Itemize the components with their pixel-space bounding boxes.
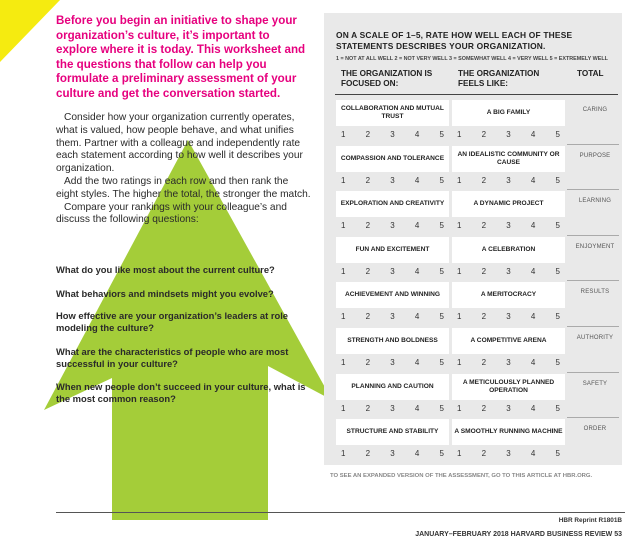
rating-option[interactable]: 4 (530, 267, 536, 276)
rating-option[interactable]: 2 (365, 312, 371, 321)
rating-option[interactable]: 4 (414, 176, 420, 185)
rating-scale (336, 265, 449, 278)
total-style-label: LEARNING (578, 198, 612, 204)
statement-text: FUN AND EXCITEMENT (336, 237, 449, 263)
rating-option[interactable]: 3 (506, 449, 511, 458)
rating-option[interactable]: 2 (481, 358, 487, 367)
statement-focused (336, 419, 449, 462)
instructions (56, 112, 312, 227)
rating-option[interactable]: 5 (439, 176, 444, 185)
rating-option[interactable]: 5 (439, 130, 444, 139)
rating-option[interactable]: 1 (341, 358, 346, 367)
scale-legend: 1 = NOT AT ALL WELL 2 = NOT VERY WELL 3 = SOMEWHAT WELL 4 = VERY WELL 5 = EXTREMELY WELL (336, 56, 608, 62)
rating-option[interactable]: 3 (506, 312, 511, 321)
total-divider (567, 280, 619, 281)
statement-text: A MERITOCRACY (452, 282, 565, 308)
column-divider (450, 374, 451, 400)
statement-text: A COMPETITIVE ARENA (452, 328, 565, 354)
rating-option[interactable]: 3 (506, 404, 511, 413)
footer-divider (56, 512, 625, 513)
rating-option[interactable]: 4 (530, 176, 536, 185)
discussion-question: When new people don’t succeed in your culture, what is the most common reason? (56, 381, 306, 404)
statement-focused (336, 328, 449, 371)
discussion-question: What are the characteristics of people who are most successful in your culture? (56, 346, 289, 369)
rating-option[interactable]: 3 (390, 312, 395, 321)
discussion-question: What behaviors and mindsets might you evolve? (56, 288, 274, 299)
rating-option[interactable]: 5 (439, 404, 444, 413)
rating-option[interactable]: 4 (530, 312, 536, 321)
header-divider (335, 94, 618, 95)
statement-focused (336, 282, 449, 325)
rating-option[interactable]: 2 (365, 358, 371, 367)
rating-option[interactable]: 2 (481, 449, 487, 458)
rating-option[interactable]: 4 (530, 130, 536, 139)
discussion-question: What do you like most about the current culture? (56, 264, 275, 275)
rating-scale (336, 128, 449, 141)
rating-option[interactable]: 5 (555, 130, 560, 139)
rating-option[interactable]: 5 (555, 176, 560, 185)
rating-option[interactable]: 1 (457, 358, 462, 367)
rating-option[interactable]: 1 (341, 312, 346, 321)
rating-option[interactable]: 3 (390, 449, 395, 458)
statement-feels (452, 328, 565, 371)
rating-scale (452, 356, 565, 369)
rating-option[interactable]: 2 (365, 221, 371, 230)
rating-option[interactable]: 4 (414, 312, 420, 321)
rating-option[interactable]: 1 (341, 130, 346, 139)
statement-text: AN IDEALISTIC COMMUNITY OR CAUSE (452, 146, 565, 172)
rating-option[interactable]: 5 (439, 267, 444, 276)
rating-option[interactable]: 1 (341, 404, 346, 413)
reprint-number: HBR Reprint R1801B (558, 517, 622, 524)
instruction-paragraph: Consider how your organization currently operates, what is valued, how people behave, and what unifies them. Partner with a colleague and independently rate each statement according to how well it describes your organization. (56, 112, 303, 175)
rating-option[interactable]: 2 (481, 130, 487, 139)
rating-option[interactable]: 1 (457, 130, 462, 139)
rating-option[interactable]: 4 (530, 404, 536, 413)
rating-scale (452, 447, 565, 460)
statement-text: COMPASSION AND TOLERANCE (336, 146, 449, 172)
statement-focused (336, 100, 449, 143)
rating-option[interactable]: 2 (365, 404, 371, 413)
total-style-label: AUTHORITY (576, 335, 614, 341)
rating-option[interactable]: 3 (506, 267, 511, 276)
rating-option[interactable]: 5 (439, 221, 444, 230)
rating-option[interactable]: 4 (414, 358, 420, 367)
total-divider (567, 326, 619, 327)
rating-option[interactable]: 1 (341, 221, 346, 230)
rating-option[interactable]: 5 (555, 404, 560, 413)
rating-option[interactable]: 3 (390, 267, 395, 276)
rating-option[interactable]: 5 (555, 312, 560, 321)
instruction-paragraph: Add the two ratings in each row and then rank the eight styles. The higher the total, the stronger the match. (56, 175, 311, 200)
rating-scale (336, 310, 449, 323)
rating-option[interactable]: 4 (530, 449, 536, 458)
rating-option[interactable]: 1 (457, 449, 462, 458)
rating-option[interactable]: 4 (414, 130, 420, 139)
rating-option[interactable]: 4 (414, 221, 420, 230)
rating-option[interactable]: 5 (555, 449, 560, 458)
footnote: TO SEE AN EXPANDED VERSION OF THE ASSESSMENT, GO TO THIS ARTICLE AT HBR.ORG. (330, 473, 593, 479)
column-divider (450, 328, 451, 354)
column-header-focused: THE ORGANIZATION IS FOCUSED ON: (341, 69, 433, 88)
total-divider (567, 417, 619, 418)
column-divider (450, 100, 451, 126)
statement-text: ACHIEVEMENT AND WINNING (336, 282, 449, 308)
total-style-label: ENJOYMENT (575, 244, 615, 250)
rating-option[interactable]: 5 (439, 358, 444, 367)
statement-focused (336, 146, 449, 189)
rating-option[interactable]: 5 (555, 267, 560, 276)
rating-option[interactable]: 1 (457, 404, 462, 413)
statement-feels (452, 419, 565, 462)
rating-option[interactable]: 2 (365, 176, 371, 185)
total-style-label: PURPOSE (579, 153, 611, 159)
rating-option[interactable]: 5 (555, 221, 560, 230)
statement-text: COLLABORATION AND MUTUAL TRUST (336, 100, 449, 126)
statement-text: STRUCTURE AND STABILITY (336, 419, 449, 445)
rating-option[interactable]: 2 (481, 176, 487, 185)
column-divider (450, 237, 451, 263)
rating-scale (336, 356, 449, 369)
rating-option[interactable]: 4 (414, 267, 420, 276)
issue-line: JANUARY–FEBRUARY 2018 HARVARD BUSINESS REVIEW 53 (415, 531, 622, 538)
rating-option[interactable]: 2 (481, 312, 487, 321)
total-style-label: CARING (582, 107, 608, 113)
rating-scale (336, 174, 449, 187)
total-divider (567, 372, 619, 373)
rating-scale (452, 402, 565, 415)
rating-scale (452, 219, 565, 232)
statement-text: PLANNING AND CAUTION (336, 374, 449, 400)
rating-option[interactable]: 3 (506, 221, 511, 230)
rating-option[interactable]: 4 (414, 404, 420, 413)
rating-option[interactable]: 3 (506, 176, 511, 185)
rating-scale (336, 447, 449, 460)
rating-scale (336, 402, 449, 415)
statement-text: STRENGTH AND BOLDNESS (336, 328, 449, 354)
statement-focused (336, 191, 449, 234)
rating-option[interactable]: 3 (390, 358, 395, 367)
statement-text: A BIG FAMILY (452, 100, 565, 126)
total-style-label: RESULTS (580, 289, 610, 295)
column-divider (450, 282, 451, 308)
statement-text: EXPLORATION AND CREATIVITY (336, 191, 449, 217)
rating-option[interactable]: 3 (390, 176, 395, 185)
rating-scale (452, 128, 565, 141)
column-divider (450, 146, 451, 172)
rating-option[interactable]: 5 (439, 312, 444, 321)
rating-option[interactable]: 3 (390, 130, 395, 139)
rating-option[interactable]: 1 (341, 267, 346, 276)
statement-text: A DYNAMIC PROJECT (452, 191, 565, 217)
rating-option[interactable]: 5 (555, 358, 560, 367)
instruction-paragraph: Compare your rankings with your colleague’s and discuss the following questions: (56, 201, 287, 226)
rating-option[interactable]: 1 (341, 449, 346, 458)
rating-option[interactable]: 5 (439, 449, 444, 458)
statement-text: A SMOOTHLY RUNNING MACHINE (452, 419, 565, 445)
discussion-question: How effective are your organization’s leaders at role modeling the culture? (56, 310, 289, 333)
rating-option[interactable]: 2 (481, 267, 487, 276)
intro-text: Before you begin an initiative to shape your organization’s culture, it’s important to explore where it is today. This worksheet and the questions that follow can help you formulate a preliminary assessment of your culture and get the conversation started. (56, 14, 306, 100)
rating-option[interactable]: 1 (457, 312, 462, 321)
statement-feels (452, 100, 565, 143)
rating-scale (452, 265, 565, 278)
total-style-label: ORDER (583, 426, 607, 432)
rating-scale (452, 174, 565, 187)
rating-option[interactable]: 2 (365, 449, 371, 458)
statement-feels (452, 191, 565, 234)
statement-focused (336, 374, 449, 417)
total-divider (567, 144, 619, 145)
rating-option[interactable]: 3 (390, 404, 395, 413)
rating-option[interactable]: 2 (481, 404, 487, 413)
column-divider (450, 419, 451, 445)
rating-option[interactable]: 1 (341, 176, 346, 185)
rating-option[interactable]: 3 (506, 130, 511, 139)
statement-feels (452, 146, 565, 189)
column-header-feels: THE ORGANIZATION FEELS LIKE: (458, 69, 540, 88)
total-divider (567, 235, 619, 236)
rating-option[interactable]: 1 (457, 221, 462, 230)
statement-feels (452, 374, 565, 417)
rating-option[interactable]: 3 (506, 358, 511, 367)
total-style-label: SAFETY (582, 381, 608, 387)
panel-title: ON A SCALE OF 1–5, RATE HOW WELL EACH OF THESE STATEMENTS DESCRIBES YOUR ORGANIZATION. (336, 30, 573, 51)
rating-scale (452, 310, 565, 323)
column-divider (450, 191, 451, 217)
rating-option[interactable]: 2 (365, 267, 371, 276)
rating-option[interactable]: 4 (530, 358, 536, 367)
rating-scale (336, 219, 449, 232)
rating-option[interactable]: 2 (365, 130, 371, 139)
rating-option[interactable]: 1 (457, 176, 462, 185)
statement-text: A CELEBRATION (452, 237, 565, 263)
rating-option[interactable]: 1 (457, 267, 462, 276)
total-divider (567, 189, 619, 190)
statement-focused (336, 237, 449, 280)
statement-feels (452, 237, 565, 280)
column-header-total: TOTAL (577, 69, 604, 78)
statement-text: A METICULOUSLY PLANNED OPERATION (452, 374, 565, 400)
rating-option[interactable]: 2 (481, 221, 487, 230)
rating-option[interactable]: 3 (390, 221, 395, 230)
statement-feels (452, 282, 565, 325)
yellow-corner-triangle (0, 0, 60, 62)
rating-option[interactable]: 4 (414, 449, 420, 458)
rating-option[interactable]: 4 (530, 221, 536, 230)
